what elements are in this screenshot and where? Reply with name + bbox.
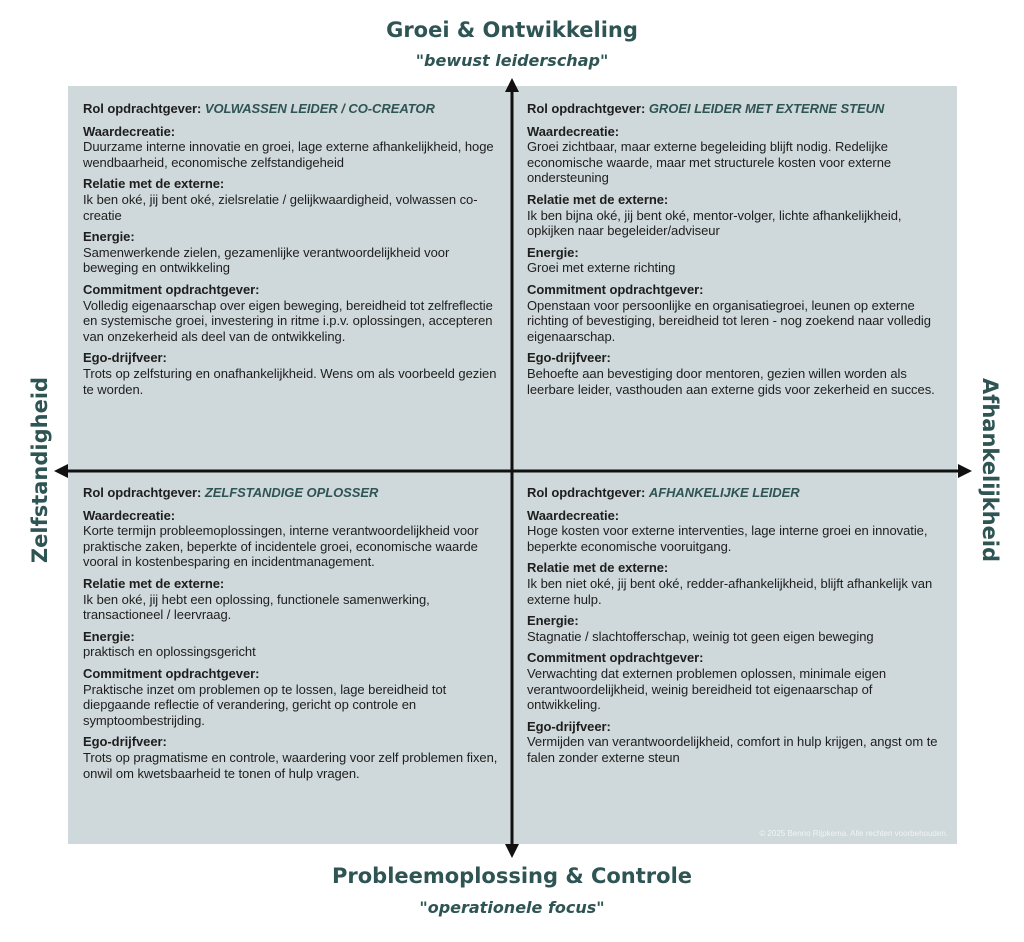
section-text: Praktische inzet om problemen op te lossen, lage bereidheid tot diepgaande reflectie of verandering, gericht op controle en symptoombestrijding. (83, 681, 447, 728)
right-axis-title: Afhankelijkheid (978, 377, 1002, 563)
section-label: Relatie met de externe: (527, 191, 669, 207)
section-label: Relatie met de externe: (83, 575, 225, 591)
section-text: Verwachting dat externen problemen oplossen, minimale eigen verantwoordelijkheid, weinig bereidheid tot eigenaarschap of ontwikkeling. (527, 665, 887, 713)
section-label: Commitment opdrachtgever: (527, 281, 704, 297)
section-label: Ego-drijfveer: (83, 734, 167, 750)
role-heading (527, 485, 947, 501)
section-text: Groei met externe richting (527, 260, 676, 276)
section-text: Ik ben niet oké, jij bent oké, redder-afhankelijkheid, blijft afhankelijk van externe hulp. (527, 575, 933, 607)
quadrant-top-left (83, 101, 503, 403)
section-label: Waardecreatie: (527, 507, 620, 523)
copyright-notice: © 2025 Benno Rijpkema. Alle rechten voorbehouden. (759, 829, 948, 838)
role-name: ZELFSTANDIGE OPLOSSER (204, 485, 379, 500)
role-name: AFHANKELIJKE LEIDER (648, 485, 800, 500)
quadrant-bottom-right (527, 485, 947, 772)
section-label: Energie: (83, 229, 135, 245)
section-text: Trots op zelfsturing en onafhankelijkheid. Wens om als voorbeeld gezien te worden. (83, 365, 497, 397)
section-text: Openstaan voor persoonlijke en organisatiegroei, leunen op externe richting of bevestiging, bereidheid tot leren - nog zoekend naar volledig eigenaarschap. (527, 297, 931, 344)
section-label: Ego-drijfveer: (83, 350, 167, 366)
section-text: Hoge kosten voor externe interventies, lage interne groei en innovatie, beperkte economische vooruitgang. (527, 523, 928, 554)
section-label: Waardecreatie: (527, 123, 620, 139)
section-text: Ik ben oké, jij hebt een oplossing, functionele samenwerking, transactioneel / leervraag. (83, 591, 430, 623)
section-text: praktisch en oplossingsgericht (83, 644, 256, 660)
section-label: Energie: (83, 628, 135, 644)
section-label: Ego-drijfveer: (527, 718, 611, 734)
section-label: Relatie met de externe: (527, 560, 669, 576)
role-heading (83, 101, 503, 117)
arrow-up-icon (505, 78, 519, 92)
section-label: Energie: (527, 613, 579, 629)
role-label: Rol opdrachtgever: (527, 101, 646, 116)
section-label: Commitment opdrachtgever: (527, 650, 704, 666)
bottom-axis-title: Probleemoplossing & Controle (331, 864, 693, 888)
quadrant-bottom-left (83, 485, 503, 787)
arrow-down-icon (505, 844, 519, 858)
section-label: Relatie met de externe: (83, 176, 225, 192)
top-axis-subtitle: "bewust leiderschap" (415, 51, 609, 70)
section-text: Groei zichtbaar, maar externe begeleiding blijft nodig. Redelijke economische waarde, maar met structurele kosten voor externe ondersteuning (527, 139, 892, 186)
left-axis-title: Zelfstandigheid (28, 376, 52, 564)
section-text: Samenwerkende zielen, gezamenlijke verantwoordelijkheid voor beweging en ontwikkeling (83, 244, 450, 276)
section-text: Korte termijn probleemoplossingen, interne verantwoordelijkheid voor praktische zaken, beperkte of incidentele groei, economische waarde vooral in kostenbesparing en incidentmanagement. (83, 523, 479, 570)
section-text: Volledig eigenaarschap over eigen beweging, bereidheid tot zelfreflectie en systemische groei, investering in ritme i.p.v. oplossingen, accepteren van onzekerheid als deel van de ontwikkeling. (83, 297, 493, 344)
section-label: Waardecreatie: (83, 507, 176, 523)
section-label: Commitment opdrachtgever: (83, 665, 260, 681)
section-text: Ik ben bijna oké, jij bent oké, mentor-volger, lichte afhankelijkheid, opkijken naar begeleider/adviseur (527, 207, 902, 239)
quadrant-top-right (527, 101, 947, 403)
role-name: VOLWASSEN LEIDER / CO-CREATOR (204, 101, 435, 116)
role-label: Rol opdrachtgever: (83, 101, 202, 116)
arrow-left-icon (54, 464, 68, 478)
role-label: Rol opdrachtgever: (527, 485, 646, 500)
section-label: Waardecreatie: (83, 123, 176, 139)
role-heading (527, 101, 947, 117)
role-heading (83, 485, 503, 501)
bottom-axis-subtitle: "operationele focus" (419, 898, 605, 917)
section-text: Stagnatie / slachtofferschap, weinig tot geen eigen beweging (527, 628, 874, 644)
section-label: Energie: (527, 244, 579, 260)
section-text: Trots op pragmatisme en controle, waardering voor zelf problemen fixen, onwil om kwetsbaarheid te tonen of hulp vragen. (83, 749, 498, 781)
section-text: Ik ben oké, jij bent oké, zielsrelatie / gelijkwaardigheid, volwassen co-creatie (83, 191, 478, 223)
role-name: GROEI LEIDER MET EXTERNE STEUN (648, 101, 885, 116)
section-text: Behoefte aan bevestiging door mentoren, gezien willen worden als leerbare leider, vasthouden aan externe gids voor zekerheid en succes. (527, 365, 935, 397)
section-label: Commitment opdrachtgever: (83, 281, 260, 297)
section-text: Vermijden van verantwoordelijkheid, comfort in hulp krijgen, angst om te falen zonder externe steun (527, 734, 938, 765)
role-label: Rol opdrachtgever: (83, 485, 202, 500)
section-label: Ego-drijfveer: (527, 350, 611, 366)
section-text: Duurzame interne innovatie en groei, lage externe afhankelijkheid, hoge wendbaarheid, economische zelfstandigeheid (83, 139, 494, 170)
arrow-right-icon (958, 464, 972, 478)
top-axis-title: Groei & Ontwikkeling (386, 18, 638, 42)
